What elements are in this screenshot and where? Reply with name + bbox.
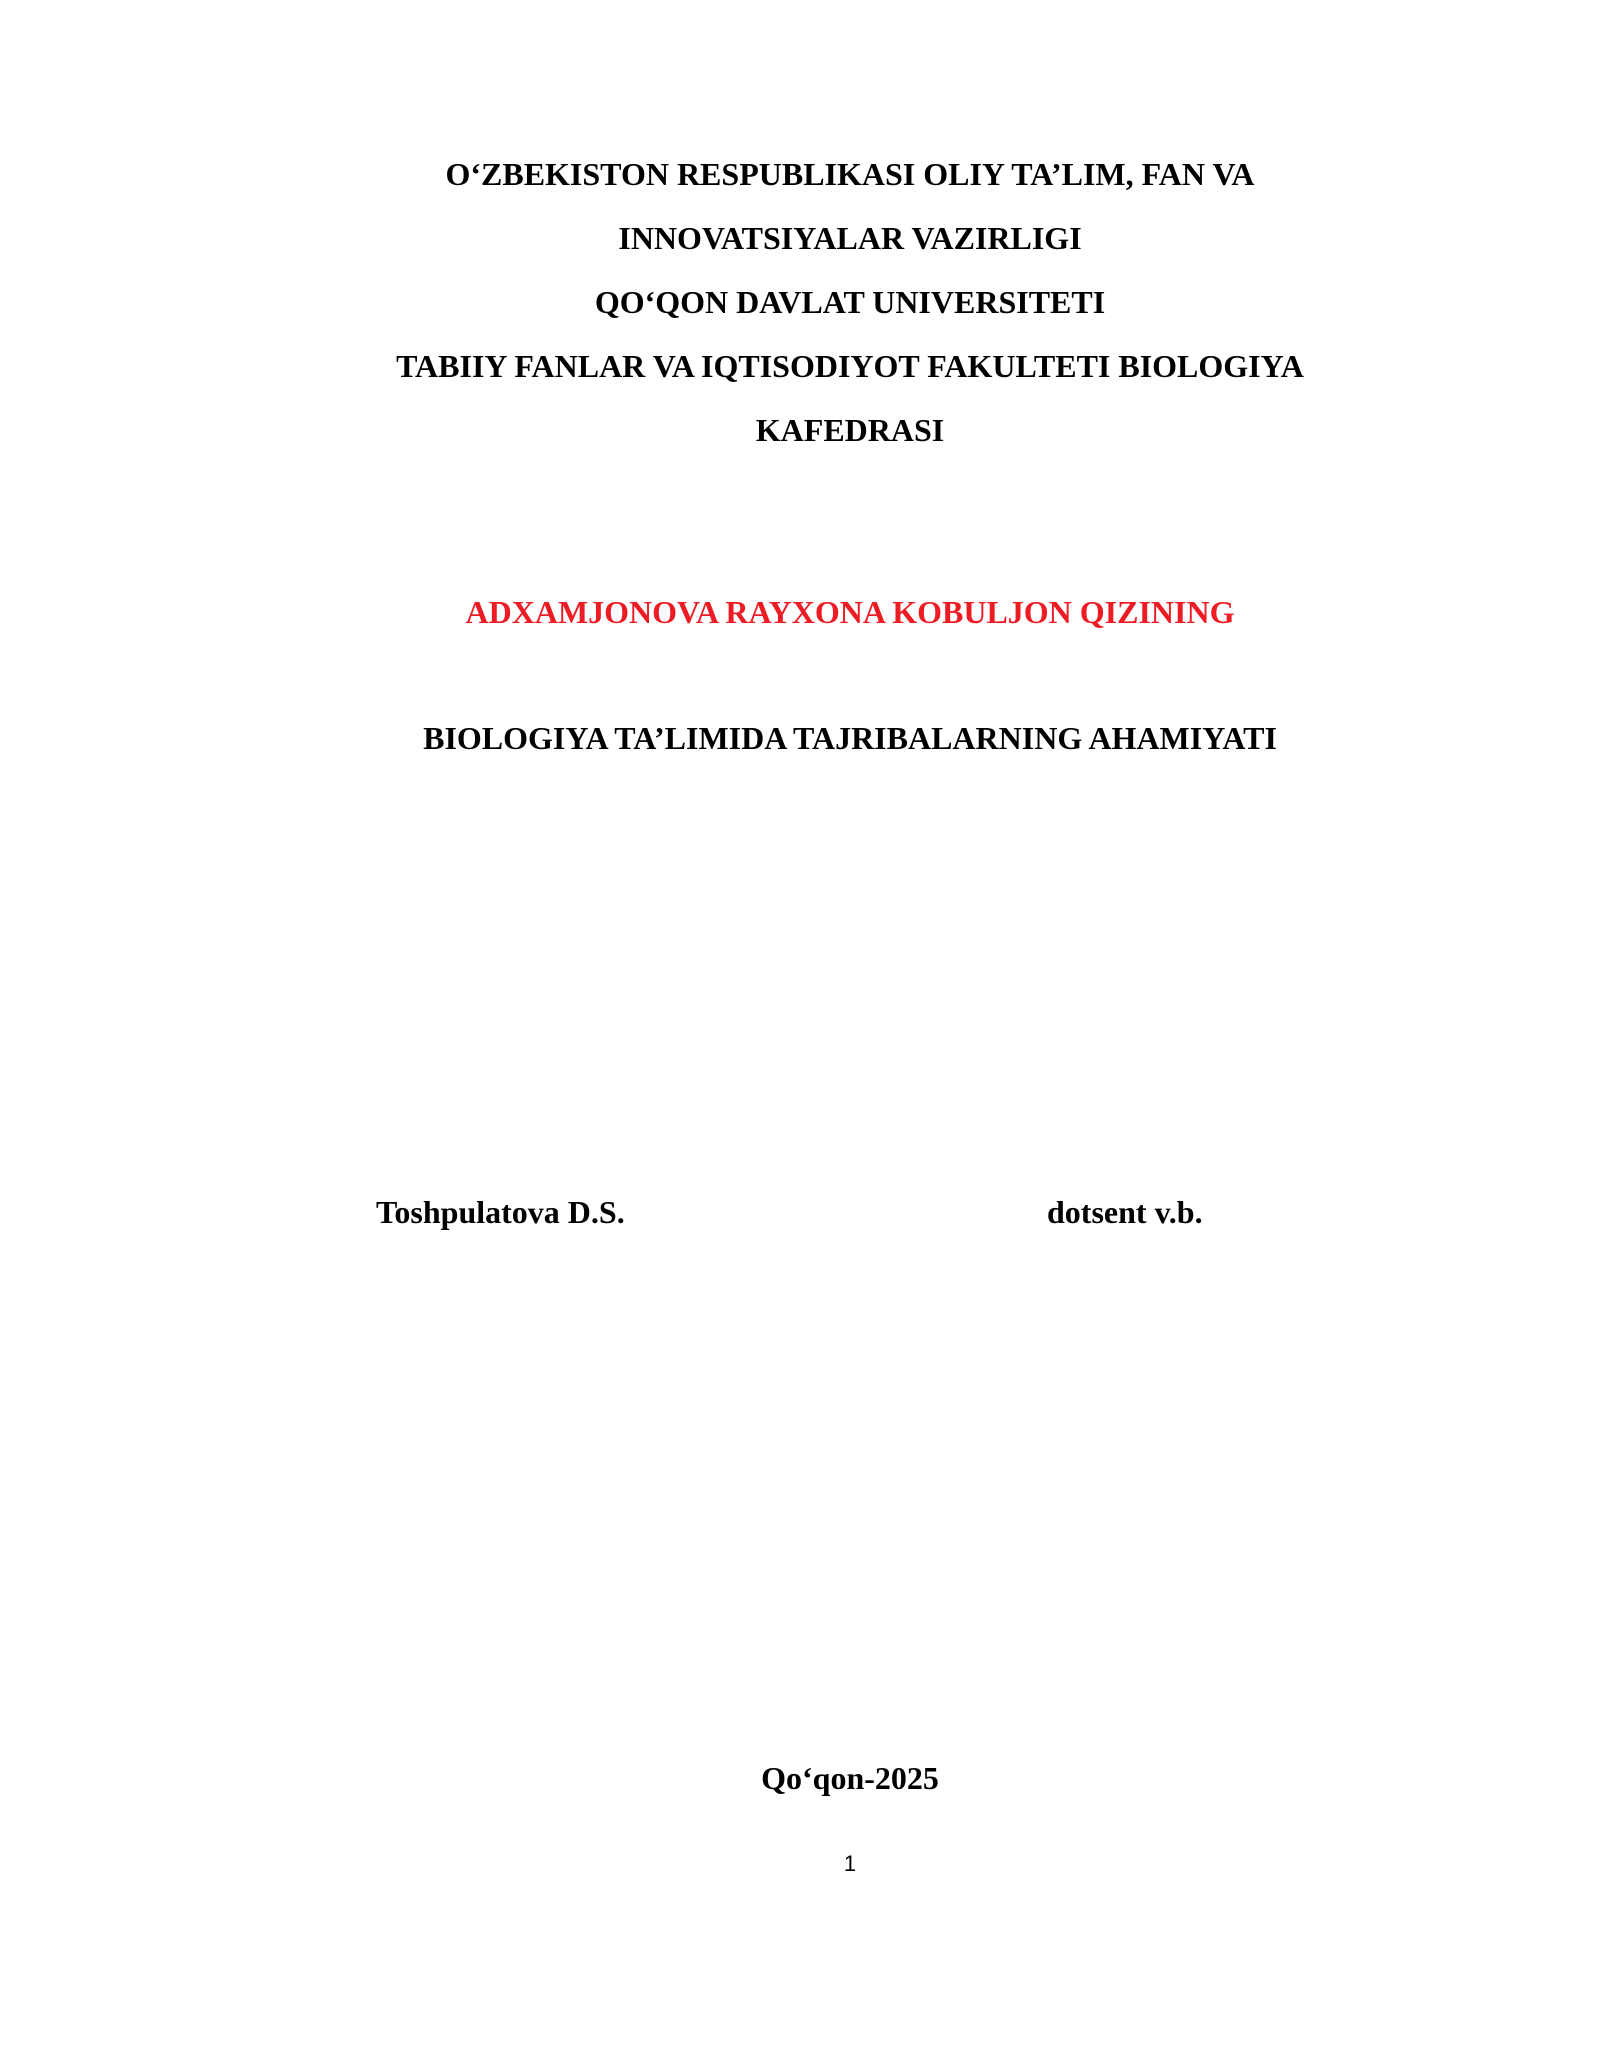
city-year: Qo‘qon-2025 [761,1760,939,1796]
header-line-ministry-2: INNOVATSIYALAR VAZIRLIGI [618,220,1082,256]
institution-header [260,142,1440,462]
header-line-faculty: TABIIY FANLAR VA IQTISODIYOT FAKULTETI BIOLOGIYA [396,348,1304,384]
document-title: BIOLOGIYA TA’LIMIDA TAJRIBALARNING AHAMIYATI [423,720,1277,756]
supervisor-name: Toshpulatova D.S. [376,1194,625,1230]
supervisor-position: dotsent v.b. [1047,1194,1203,1230]
page-number: 1 [843,1851,857,1876]
author-name: ADXAMJONOVA RAYXONA KOBULJON QIZINING [465,594,1235,630]
header-line-ministry-1: O‘ZBEKISTON RESPUBLIKASI OLIY TA’LIM, FAN VA [445,156,1255,192]
header-line-university: QO‘QON DAVLAT UNIVERSITETI [594,284,1106,320]
header-line-department: KAFEDRASI [755,412,945,448]
